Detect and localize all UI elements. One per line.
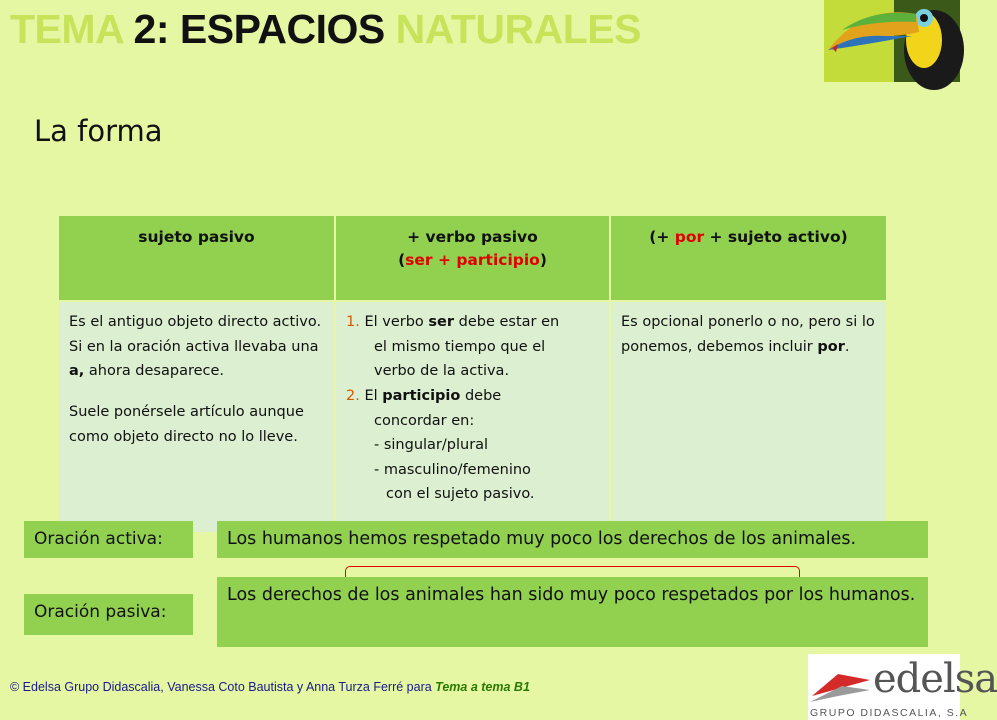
col2-l1-bold: ser: [428, 314, 455, 330]
col2-line-4: [346, 384, 599, 409]
cell-sujeto-pasivo: [59, 301, 335, 532]
col2-line-2: el mismo tiempo que el: [374, 338, 546, 355]
col3-text-b: .: [844, 338, 850, 355]
header-col2-red: ser + participio: [405, 251, 540, 270]
col2-l1-a: El verbo: [359, 314, 429, 330]
footer-book-title: Tema a tema B1: [435, 680, 530, 694]
col2-l4-bold: participio: [382, 387, 461, 404]
title-part-tema: TEMA: [10, 6, 123, 52]
edelsa-logo: [808, 654, 997, 720]
col1-p1-text-b: ahora desaparece.: [84, 363, 225, 380]
col1-paragraph-1: [69, 310, 324, 384]
col2-line-5: concordar en:: [374, 412, 475, 429]
cell-verbo-pasivo: [335, 301, 610, 532]
edelsa-logo-word: edelsa: [873, 656, 997, 702]
col2-l1-b: debe estar en: [454, 314, 560, 330]
active-sentence: Los humanos hemos respetado muy poco los derechos de los animales.: [217, 521, 928, 558]
col2-l4-b: debe: [460, 387, 502, 404]
col2-line-6: - singular/plural: [374, 437, 489, 454]
col2-line-3: verbo de la activa.: [374, 363, 510, 380]
edelsa-logo-subtitle: GRUPO DIDASCALIA, S.A: [810, 707, 969, 719]
col2-number-1: 1.: [346, 314, 360, 330]
header-col3-open: (+: [649, 228, 675, 246]
col2-line-1: [346, 310, 599, 335]
edelsa-logo-mark: [808, 656, 874, 708]
header-col1-text: sujeto pasivo: [138, 228, 255, 246]
title-part-number: 2: ESPACIOS: [133, 6, 385, 52]
title-part-naturales: NATURALES: [395, 6, 641, 52]
toucan-image: [824, 0, 960, 82]
header-col2-line2: [342, 249, 603, 272]
passive-sentence: Los derechos de los animales han sido muy poco respetados por los humanos.: [217, 577, 928, 647]
col2-line-8: con el sujeto pasivo.: [386, 486, 535, 503]
slide-title: [10, 6, 641, 53]
col1-p1-text-a: Es el antiguo objeto directo activo. Si en la oración activa llevaba una: [69, 314, 322, 355]
header-col3-rest: + sujeto activo): [704, 228, 848, 246]
active-sentence-label: Oración activa:: [24, 521, 193, 558]
cell-sujeto-activo: [610, 301, 886, 532]
col2-line-7: - masculino/femenino: [374, 461, 531, 478]
section-subtitle: La forma: [34, 114, 163, 148]
copyright-footer: [10, 680, 530, 694]
header-sujeto-pasivo: [59, 216, 335, 301]
header-sujeto-activo: [610, 216, 886, 301]
header-verbo-pasivo: [335, 216, 610, 301]
col1-p1-bold: a,: [69, 363, 85, 380]
col2-l4-a: El: [359, 387, 383, 404]
paren-open: (: [398, 251, 406, 270]
col3-bold: por: [817, 338, 845, 355]
passive-sentence-label: Oración pasiva:: [24, 594, 193, 635]
col1-paragraph-2: Suele ponérsele artículo aunque como objeto directo no lo lleve.: [69, 403, 304, 445]
header-col2-line1: + verbo pasivo: [407, 228, 538, 246]
col2-number-2: 2.: [346, 387, 360, 404]
paren-close: ): [539, 251, 547, 270]
footer-text: © Edelsa Grupo Didascalia, Vanessa Coto Bautista y Anna Turza Ferré para: [10, 680, 436, 694]
col3-text-a: Es opcional ponerlo o no, pero si lo ponemos, debemos incluir: [621, 314, 875, 355]
header-col3-red: por: [674, 228, 705, 246]
passive-form-table: [59, 216, 886, 532]
